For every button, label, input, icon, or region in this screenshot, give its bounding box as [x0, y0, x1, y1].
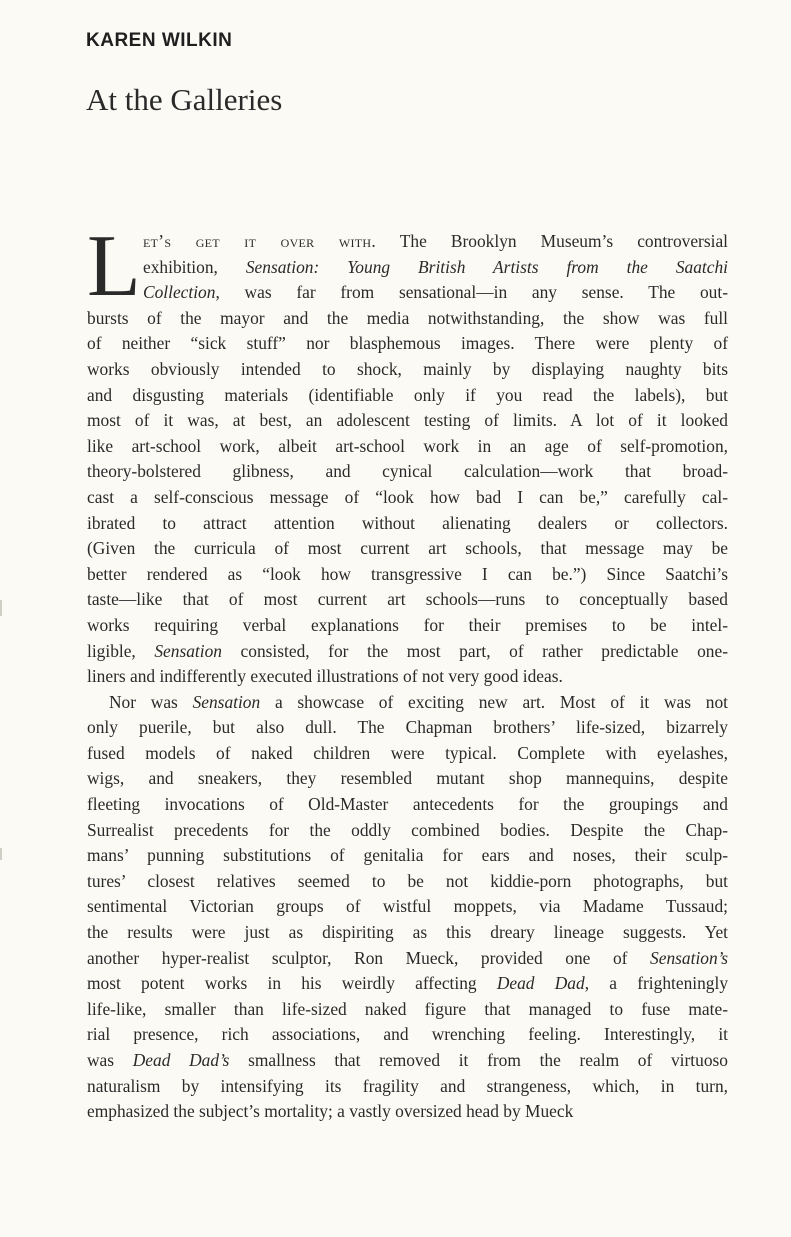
text-line: exhibition, Sensation: Young British Artists from the Saatchi: [143, 256, 728, 277]
text-line: most of it was, at best, an adolescent testing of limits. A lot of it looked: [87, 410, 728, 431]
text-line: sentimental Victorian groups of wistful moppets, via Madame Tussaud;: [87, 896, 728, 917]
article-body: [87, 218, 729, 1125]
text-line: life-like, smaller than life-sized naked figure that managed to fuse mate-: [87, 998, 728, 1019]
drop-cap: L: [87, 218, 141, 315]
paragraph-lines: [87, 229, 728, 1125]
text-line: of neither “sick stuff” nor blasphemous images. There were plenty of: [87, 333, 728, 354]
text-line: naturalism by intensifying its fragility and strangeness, which, in turn,: [87, 1075, 728, 1096]
article-title: At the Galleries: [86, 82, 283, 117]
text-line: only puerile, but also dull. The Chapman brothers’ life-sized, bizarrely: [87, 717, 728, 738]
margin-mark: [0, 600, 2, 616]
text-line: (Given the curricula of most current art schools, that message may be: [87, 538, 728, 559]
text-line: another hyper-realist sculptor, Ron Mueck, provided one of Sensation’s: [87, 947, 728, 968]
text-line: Surrealist precedents for the oddly combined bodies. Despite the Chap-: [87, 819, 728, 840]
text-line: wigs, and sneakers, they resembled mutant shop mannequins, despite: [87, 768, 728, 789]
text-line: the results were just as dispiriting as this dreary lineage suggests. Yet: [87, 922, 728, 943]
text-line: theory-bolstered glibness, and cynical calculation—work that broad-: [87, 461, 728, 482]
text-line: fused models of naked children were typical. Complete with eyelashes,: [87, 742, 728, 763]
author-name: KAREN WILKIN: [86, 30, 233, 51]
text-line: taste—like that of most current art schools—runs to conceptually based: [87, 589, 728, 610]
text-line: ibrated to attract attention without alienating dealers or collectors.: [87, 512, 728, 533]
text-line: et’s get it over with. The Brooklyn Museum’s controversial: [143, 231, 728, 251]
text-line: like art-school work, albeit art-school work in an age of self-promotion,: [87, 435, 728, 456]
text-line: works obviously intended to shock, mainly by displaying naughty bits: [87, 358, 728, 379]
text-line: ligible, Sensation consisted, for the most part, of rather predictable one-: [87, 640, 728, 661]
text-line: liners and indifferently executed illustrations of not very good ideas.: [87, 666, 563, 687]
text-line: emphasized the subject’s mortality; a vastly oversized head by Mueck: [87, 1101, 574, 1122]
text-line: works requiring verbal explanations for their premises to be intel-: [87, 614, 728, 635]
text-line: most potent works in his weirdly affecting Dead Dad, a frighteningly: [87, 973, 729, 994]
text-line: was Dead Dad’s smallness that removed it from the realm of virtuoso: [87, 1050, 728, 1070]
text-line: tures’ closest relatives seemed to be not kiddie-porn photographs, but: [87, 870, 728, 891]
text-line: cast a self-conscious message of “look how bad I can be,” carefully cal-: [87, 486, 728, 507]
text-line: fleeting invocations of Old-Master antecedents for the groupings and: [87, 794, 728, 815]
text-line: Collection, was far from sensational—in any sense. The out-: [143, 282, 728, 303]
text-line: bursts of the mayor and the media notwithstanding, the show was full: [87, 307, 728, 328]
text-line: and disgusting materials (identifiable only if you read the labels), but: [87, 384, 728, 405]
text-line: better rendered as “look how transgressive I can be.”) Since Saatchi’s: [87, 563, 728, 584]
margin-mark: [0, 848, 2, 860]
text-line: Nor was Sensation a showcase of exciting new art. Most of it was not: [109, 691, 728, 712]
text-line: mans’ punning substitutions of genitalia for ears and noses, their sculp-: [87, 845, 728, 866]
text-line: rial presence, rich associations, and wrenching feeling. Interestingly, it: [87, 1024, 728, 1045]
